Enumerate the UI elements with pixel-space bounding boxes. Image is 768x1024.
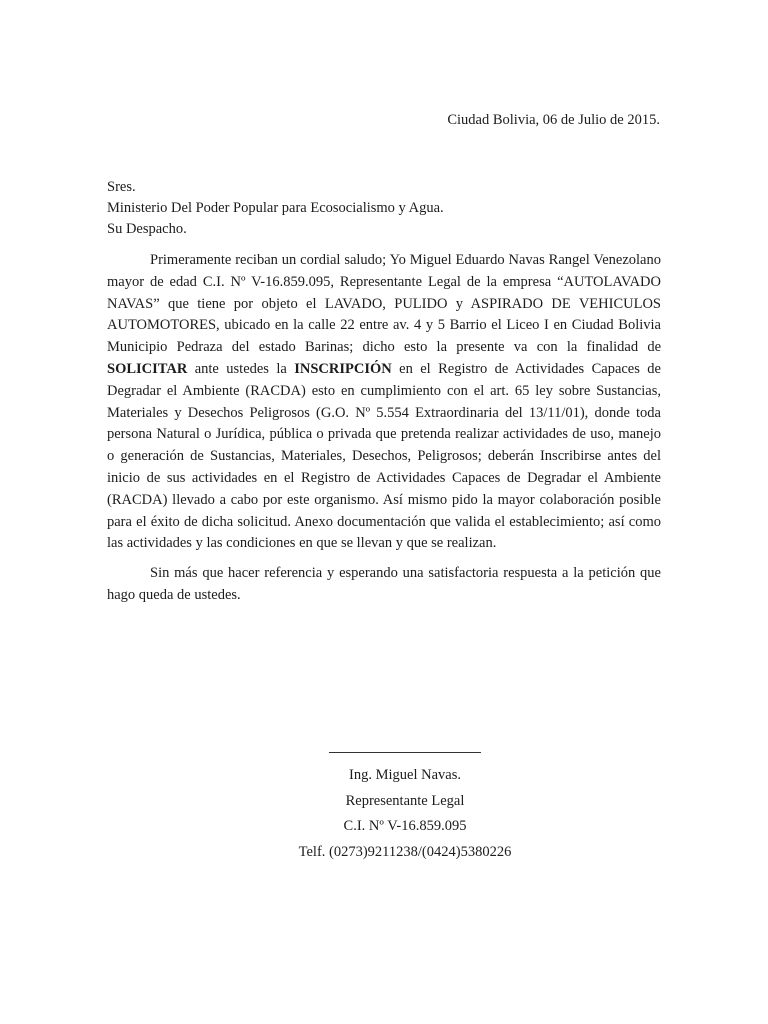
addressee-closing: Su Despacho.	[107, 221, 187, 237]
paragraph-text: ante ustedes la	[187, 360, 295, 377]
signer-name: Ing. Miguel Navas.	[349, 767, 461, 783]
body-paragraph-request	[107, 250, 661, 555]
addressee-salutation: Sres.	[107, 179, 136, 195]
letter-body	[107, 250, 661, 607]
bold-registration-word: INSCRIPCIÓN	[294, 360, 392, 377]
signature-line	[329, 752, 481, 753]
addressee-organization: Ministerio Del Poder Popular para Ecosocialismo y Agua.	[107, 200, 444, 216]
addressee-block	[107, 177, 444, 240]
signature-block	[290, 752, 520, 865]
bold-request-word: SOLICITAR	[107, 360, 188, 377]
letter-date: Ciudad Bolivia, 06 de Julio de 2015.	[447, 112, 660, 128]
signer-phone: Telf. (0273)9211238/(0424)5380226	[298, 843, 512, 860]
paragraph-text: Primeramente reciban un cordial saludo; Yo Miguel Eduardo Navas Rangel Venezolano mayor de edad C.I. Nº V-16.859.095, Representante Legal de la empresa “AUTOLAVADO NAVAS” que tiene por objeto el LAVADO, PULIDO y ASPIRADO DE VEHICULOS AUTOMOTORES, ubicado en la calle 22 entre av. 4 y 5 Barrio el Liceo I en Ciudad Bolivia Municipio Pedraza del estado Barinas; dicho esto la presente va con la finalidad de	[107, 252, 661, 356]
signer-id: C.I. Nº V-16.859.095	[343, 818, 467, 834]
body-paragraph-closing: Sin más que hacer referencia y esperando una satisfactoria respuesta a la petición que hago queda de ustedes.	[107, 565, 661, 603]
paragraph-text: en el Registro de Actividades Capaces de Degradar el Ambiente (RACDA) esto en cumplimiento con el art. 65 ley sobre Sustancias, Materiales y Desechos Peligrosos (G.O. Nº 5.554 Extraordinaria del 13/11/01), donde toda persona Natural o Jurídica, pública o privada que pretenda realizar actividades de uso, manejo o generación de Sustancias, Materiales, Desechos, Peligrosos; deberán Inscribirse antes del inicio de sus actividades en el Registro de Actividades Capaces de Degradar el Ambiente (RACDA) llevado a cabo por este organismo. Así mismo pido la mayor colaboración posible para el éxito de dicha solicitud. Anexo documentación que valida el establecimiento; así como las actividades y las condiciones en que se llevan y que se realizan.	[107, 360, 661, 552]
signer-title: Representante Legal	[345, 792, 465, 809]
